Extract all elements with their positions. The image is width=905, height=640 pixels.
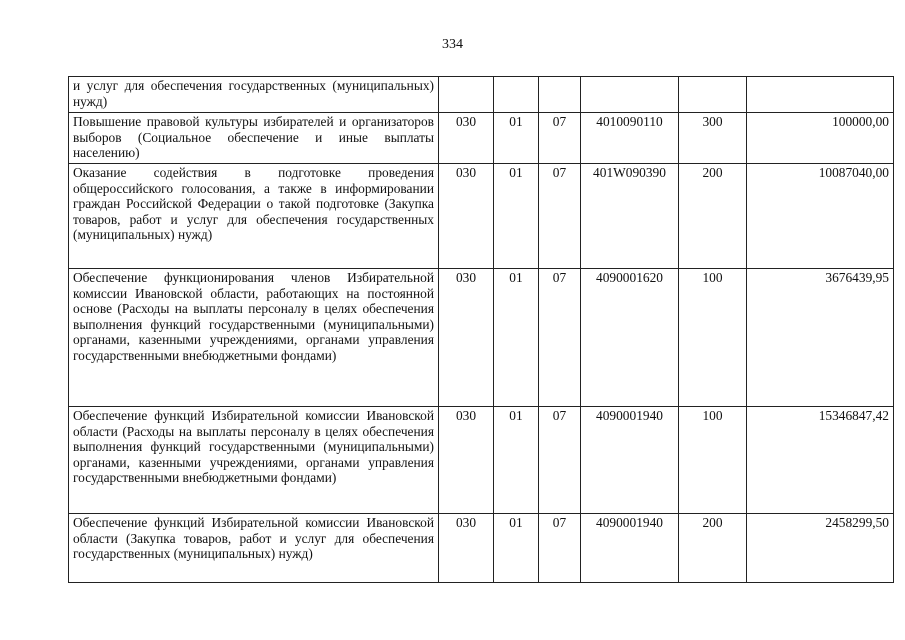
expense-type-cell: 300 <box>679 113 747 164</box>
amount-cell: 10087040,00 <box>747 164 894 269</box>
target-article-cell: 4090001940 <box>581 514 679 583</box>
section-cell: 01 <box>494 269 539 407</box>
expense-description: Повышение правовой культуры избирателей и организаторов выборов (Социальное обеспечение и иные выплаты населению) <box>69 113 439 164</box>
admin-code-cell: 030 <box>439 164 494 269</box>
admin-code-cell: 030 <box>439 113 494 164</box>
expense-description: Оказание содействия в подготовке проведения общероссийского голосования, а также в информировании граждан Российской Федерации о такой подготовке (Закупка товаров, работ и услуг для обеспечения государственных (муниципальных) нужд) <box>69 164 439 269</box>
section-cell <box>494 77 539 113</box>
amount-cell <box>747 77 894 113</box>
expense-type-cell: 100 <box>679 269 747 407</box>
subsection-cell: 07 <box>539 164 581 269</box>
target-article-cell: 4010090110 <box>581 113 679 164</box>
admin-code-cell: 030 <box>439 407 494 514</box>
admin-code-cell: 030 <box>439 269 494 407</box>
expense-description: и услуг для обеспечения государственных (муниципальных) нужд) <box>69 77 439 113</box>
amount-cell: 3676439,95 <box>747 269 894 407</box>
expense-type-cell: 100 <box>679 407 747 514</box>
target-article-cell: 401W090390 <box>581 164 679 269</box>
target-article-cell: 4090001620 <box>581 269 679 407</box>
expense-type-cell: 200 <box>679 514 747 583</box>
table-row <box>69 514 894 583</box>
table-row <box>69 407 894 514</box>
target-article-cell: 4090001940 <box>581 407 679 514</box>
budget-table <box>68 76 894 583</box>
section-cell: 01 <box>494 407 539 514</box>
table-row <box>69 164 894 269</box>
subsection-cell: 07 <box>539 407 581 514</box>
target-article-cell <box>581 77 679 113</box>
subsection-cell: 07 <box>539 269 581 407</box>
table-row <box>69 113 894 164</box>
admin-code-cell <box>439 77 494 113</box>
table-row <box>69 77 894 113</box>
section-cell: 01 <box>494 113 539 164</box>
subsection-cell <box>539 77 581 113</box>
admin-code-cell: 030 <box>439 514 494 583</box>
amount-cell: 2458299,50 <box>747 514 894 583</box>
subsection-cell: 07 <box>539 514 581 583</box>
expense-description: Обеспечение функций Избирательной комиссии Ивановской области (Расходы на выплаты персоналу в целях обеспечения выполнения функций государственными (муниципальными) органами, казенными учреждениями, органами управления государственными внебюджетными фондами) <box>69 407 439 514</box>
expense-description: Обеспечение функций Избирательной комиссии Ивановской области (Закупка товаров, работ и услуг для обеспечения государственных (муниципальных) нужд) <box>69 514 439 583</box>
subsection-cell: 07 <box>539 113 581 164</box>
expense-type-cell <box>679 77 747 113</box>
expense-type-cell: 200 <box>679 164 747 269</box>
amount-cell: 15346847,42 <box>747 407 894 514</box>
page-number: 334 <box>442 37 463 52</box>
expense-description: Обеспечение функционирования членов Избирательной комиссии Ивановской области, работающих на постоянной основе (Расходы на выплаты персоналу в целях обеспечения выполнения функций государственными (муниципальными) органами, казенными учреждениями, органами управления государственными внебюджетными фондами) <box>69 269 439 407</box>
amount-cell: 100000,00 <box>747 113 894 164</box>
section-cell: 01 <box>494 164 539 269</box>
table-row <box>69 269 894 407</box>
section-cell: 01 <box>494 514 539 583</box>
